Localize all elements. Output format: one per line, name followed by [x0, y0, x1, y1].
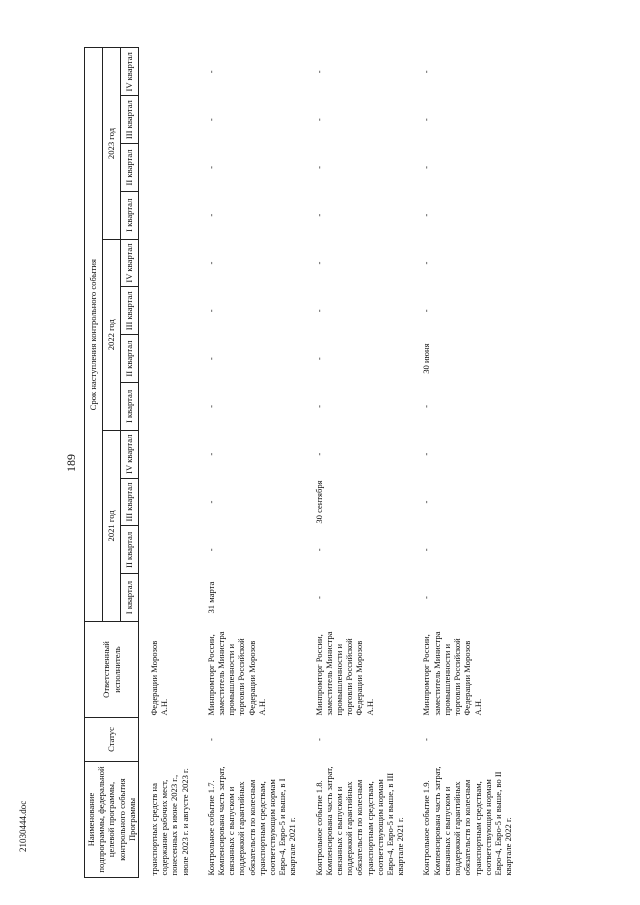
- event-status: -: [205, 738, 216, 741]
- deadline-cell: -: [205, 118, 216, 122]
- deadline-cell: -: [421, 596, 432, 600]
- deadline-cell: -: [313, 404, 324, 408]
- deadline-cell: [139, 335, 196, 383]
- header-quarter: III квартал: [121, 287, 139, 335]
- header-quarter: II квартал: [121, 526, 139, 574]
- event-name: транспортных средств на содержание рабочих мест, понесенных в июне 2023 г., июле 2023 г. и августе 2023 г.: [149, 768, 190, 876]
- deadline-cell: 31 марта: [205, 581, 216, 614]
- header-quarter: II квартал: [121, 144, 139, 192]
- deadline-cell: -: [205, 357, 216, 361]
- deadline-cell: -: [421, 452, 432, 456]
- deadline-cell: -: [421, 166, 432, 169]
- event-name: Контрольное событие 1.7. Компенсирована часть затрат, связанных с выпуском и поддержкой гарантийных обязательств по колесным транспортным средствам, соответствующим нормам Евро-4, Евро-5 и выше, в I квартале 2021 г.: [205, 766, 298, 876]
- deadline-cell: -: [421, 213, 432, 217]
- deadline-cell: -: [313, 596, 324, 600]
- deadline-cell: -: [313, 452, 324, 456]
- deadline-cell: -: [313, 213, 324, 217]
- event-executor: Минпромторг России, заместитель Министра промышленности и торговли Российской Федерации Морозов А.Н.: [313, 631, 375, 716]
- header-year-2022: 2022 год: [103, 239, 121, 430]
- deadline-cell: -: [313, 166, 324, 169]
- deadline-cell: -: [205, 309, 216, 313]
- event-status: [139, 718, 196, 762]
- deadline-cell: [139, 239, 196, 287]
- event-name: Контрольное событие 1.9. Компенсирована часть затрат, связанных с выпуском и поддержкой гарантийных обязательств по колесным транспортным средствам, соответствующим нормам Евро-4, Евро-5 и выше, во II квартале 2022 г.: [421, 766, 514, 876]
- header-quarter: III квартал: [121, 96, 139, 144]
- deadline-cell: [139, 287, 196, 335]
- deadline-cell: [139, 144, 196, 192]
- header-quarter: IV квартал: [121, 239, 139, 287]
- deadline-cell: -: [205, 548, 216, 552]
- deadline-cell: [139, 574, 196, 622]
- deadline-cell: -: [421, 118, 432, 122]
- deadline-cell: 30 июня: [421, 343, 432, 374]
- header-name: Наименование подпрограммы, федеральной целевой программы, контрольного события Программы: [85, 762, 139, 878]
- deadline-cell: -: [421, 261, 432, 265]
- deadline-cell: -: [313, 357, 324, 361]
- deadline-cell: -: [313, 118, 324, 122]
- header-status: Статус: [85, 718, 139, 762]
- event-status: -: [313, 738, 324, 741]
- schedule-table: [84, 47, 519, 878]
- deadline-cell: -: [205, 404, 216, 408]
- header-quarter: IV квартал: [121, 430, 139, 478]
- deadline-cell: -: [205, 70, 216, 74]
- deadline-cell: -: [421, 404, 432, 408]
- deadline-cell: -: [313, 548, 324, 552]
- page-number: 189: [64, 454, 78, 472]
- deadline-cell: [139, 430, 196, 478]
- deadline-cell: 30 сентября: [313, 480, 324, 524]
- deadline-cell: [139, 96, 196, 144]
- header-deadline: Срок наступления контрольного события: [85, 48, 103, 622]
- event-executor: Минпромторг России, заместитель Министра промышленности и торговли Российской Федерации Морозов А.Н.: [421, 631, 483, 716]
- event-status: -: [421, 738, 432, 741]
- deadline-cell: -: [421, 548, 432, 552]
- deadline-cell: -: [205, 213, 216, 217]
- header-executor: Ответственный исполнитель: [85, 622, 139, 718]
- header-quarter: I квартал: [121, 383, 139, 431]
- deadline-cell: -: [421, 500, 432, 504]
- deadline-cell: [139, 191, 196, 239]
- deadline-cell: -: [421, 309, 432, 313]
- table-row: [196, 48, 304, 878]
- table-row: [139, 48, 196, 878]
- header-year-2021: 2021 год: [103, 430, 121, 621]
- rotated-page: [62, 48, 572, 878]
- deadline-cell: [139, 48, 196, 96]
- table-row: [304, 48, 412, 878]
- deadline-cell: [139, 383, 196, 431]
- deadline-cell: -: [205, 500, 216, 504]
- event-executor: Федерации Морозов А.Н.: [149, 640, 170, 716]
- deadline-cell: -: [313, 261, 324, 265]
- event-executor: Минпромторг России, заместитель Министра промышленности и торговли Российской Федерации Морозов А.Н.: [205, 631, 267, 716]
- header-year-2023: 2023 год: [103, 48, 121, 239]
- deadline-cell: [139, 478, 196, 526]
- deadline-cell: -: [205, 166, 216, 169]
- table-row: [411, 48, 519, 878]
- deadline-cell: [139, 526, 196, 574]
- header-quarter: IV квартал: [121, 48, 139, 96]
- footer-doc-name: 21030444.doc: [18, 800, 28, 852]
- deadline-cell: -: [313, 309, 324, 313]
- deadline-cell: -: [205, 261, 216, 265]
- header-quarter: III квартал: [121, 478, 139, 526]
- deadline-cell: -: [205, 452, 216, 456]
- header-quarter: I квартал: [121, 574, 139, 622]
- deadline-cell: -: [313, 70, 324, 74]
- header-quarter: II квартал: [121, 335, 139, 383]
- header-quarter: I квартал: [121, 191, 139, 239]
- deadline-cell: -: [421, 70, 432, 74]
- event-name: Контрольное событие 1.8. Компенсирована часть затрат, связанных с выпуском и поддержкой гарантийных обязательств по колесным транспортным средствам, соответствующим нормам Евро-4, Евро-5 и выше, в III квартале 2021 г.: [313, 766, 406, 876]
